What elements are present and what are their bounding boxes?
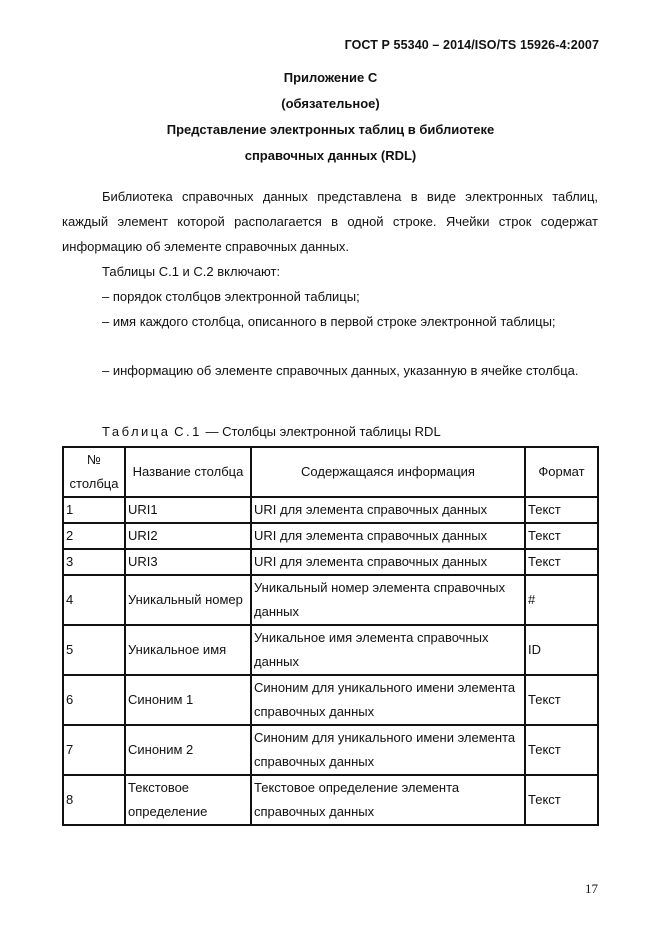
paragraph-3-text: – порядок столбцов электронной таблицы; xyxy=(102,289,360,304)
cell-column-name: Текстовое определение xyxy=(125,775,251,825)
table-row xyxy=(63,549,598,575)
paragraph-2-text: Таблицы С.1 и С.2 включают: xyxy=(102,264,281,279)
cell-contained-info: Синоним для уникального имени элемента справочных данных xyxy=(251,675,525,725)
table-row xyxy=(63,625,598,675)
cell-contained-info: URI для элемента справочных данных xyxy=(251,523,525,549)
table-caption-label: Таблица xyxy=(102,424,171,439)
table-header-row xyxy=(63,447,598,497)
cell-contained-info: URI для элемента справочных данных xyxy=(251,497,525,523)
cell-column-number: 2 xyxy=(63,523,125,549)
paragraph-2 xyxy=(62,259,598,284)
table-row xyxy=(63,675,598,725)
appendix-title: Приложение С xyxy=(283,70,378,85)
cell-format: Текст xyxy=(525,675,598,725)
paragraph-4 xyxy=(62,309,598,334)
cell-format: Текст xyxy=(525,549,598,575)
table-caption-number: С.1 xyxy=(174,424,202,439)
table-row xyxy=(63,725,598,775)
cell-column-name: URI3 xyxy=(125,549,251,575)
table-row xyxy=(63,523,598,549)
cell-column-number: 5 xyxy=(63,625,125,675)
cell-column-name: Синоним 2 xyxy=(125,725,251,775)
table-body xyxy=(63,497,598,825)
paragraph-3 xyxy=(62,284,598,309)
table-caption-text: — Столбцы электронной таблицы RDL xyxy=(201,424,441,439)
cell-column-number: 1 xyxy=(63,497,125,523)
cell-contained-info: URI для элемента справочных данных xyxy=(251,549,525,575)
paragraph-5 xyxy=(62,358,598,383)
cell-column-number: 7 xyxy=(63,725,125,775)
paragraph-1 xyxy=(62,184,598,259)
table-row xyxy=(63,497,598,523)
page-number: 17 xyxy=(585,881,598,896)
cell-format: Текст xyxy=(525,523,598,549)
cell-column-number: 3 xyxy=(63,549,125,575)
cell-contained-info: Уникальное имя элемента справочных данных xyxy=(251,625,525,675)
cell-column-name: URI2 xyxy=(125,523,251,549)
header-contained-info: Содержащаяся информация xyxy=(251,447,525,497)
paragraph-4-text: – имя каждого столбца, описанного в первой строке электронной таблицы; xyxy=(102,314,556,329)
cell-format: Текст xyxy=(525,497,598,523)
cell-contained-info: Синоним для уникального имени элемента справочных данных xyxy=(251,725,525,775)
rdl-columns-table xyxy=(62,446,599,826)
table-row xyxy=(63,775,598,825)
appendix-heading-line1: Представление электронных таблиц в библиотеке xyxy=(166,122,495,137)
cell-column-name: Уникальное имя xyxy=(125,625,251,675)
cell-column-name: Уникальный номер xyxy=(125,575,251,625)
cell-contained-info: Текстовое определение элемента справочных данных xyxy=(251,775,525,825)
header-format: Формат xyxy=(525,447,598,497)
cell-column-name: Синоним 1 xyxy=(125,675,251,725)
document-header: ГОСТ Р 55340 – 2014/ISO/TS 15926-4:2007 xyxy=(344,38,599,52)
header-column-number: № столбца xyxy=(63,447,125,497)
cell-format: Текст xyxy=(525,725,598,775)
paragraph-1-text: Библиотека справочных данных представлена в виде электронных таблиц, каждый элемент которой располагается в одной строке. Ячейки строк содержат информацию об элементе справочных данных. xyxy=(62,189,598,254)
cell-format: # xyxy=(525,575,598,625)
table-caption xyxy=(102,424,441,439)
cell-contained-info: Уникальный номер элемента справочных данных xyxy=(251,575,525,625)
table-row xyxy=(63,575,598,625)
cell-column-name: URI1 xyxy=(125,497,251,523)
cell-column-number: 4 xyxy=(63,575,125,625)
cell-format: ID xyxy=(525,625,598,675)
appendix-heading-line2: справочных данных (RDL) xyxy=(244,148,417,163)
cell-column-number: 6 xyxy=(63,675,125,725)
cell-column-number: 8 xyxy=(63,775,125,825)
appendix-status: (обязательное) xyxy=(281,96,380,111)
header-column-name: Название столбца xyxy=(125,447,251,497)
paragraph-5-text: – информацию об элементе справочных данных, указанную в ячейке столбца. xyxy=(102,363,579,378)
cell-format: Текст xyxy=(525,775,598,825)
